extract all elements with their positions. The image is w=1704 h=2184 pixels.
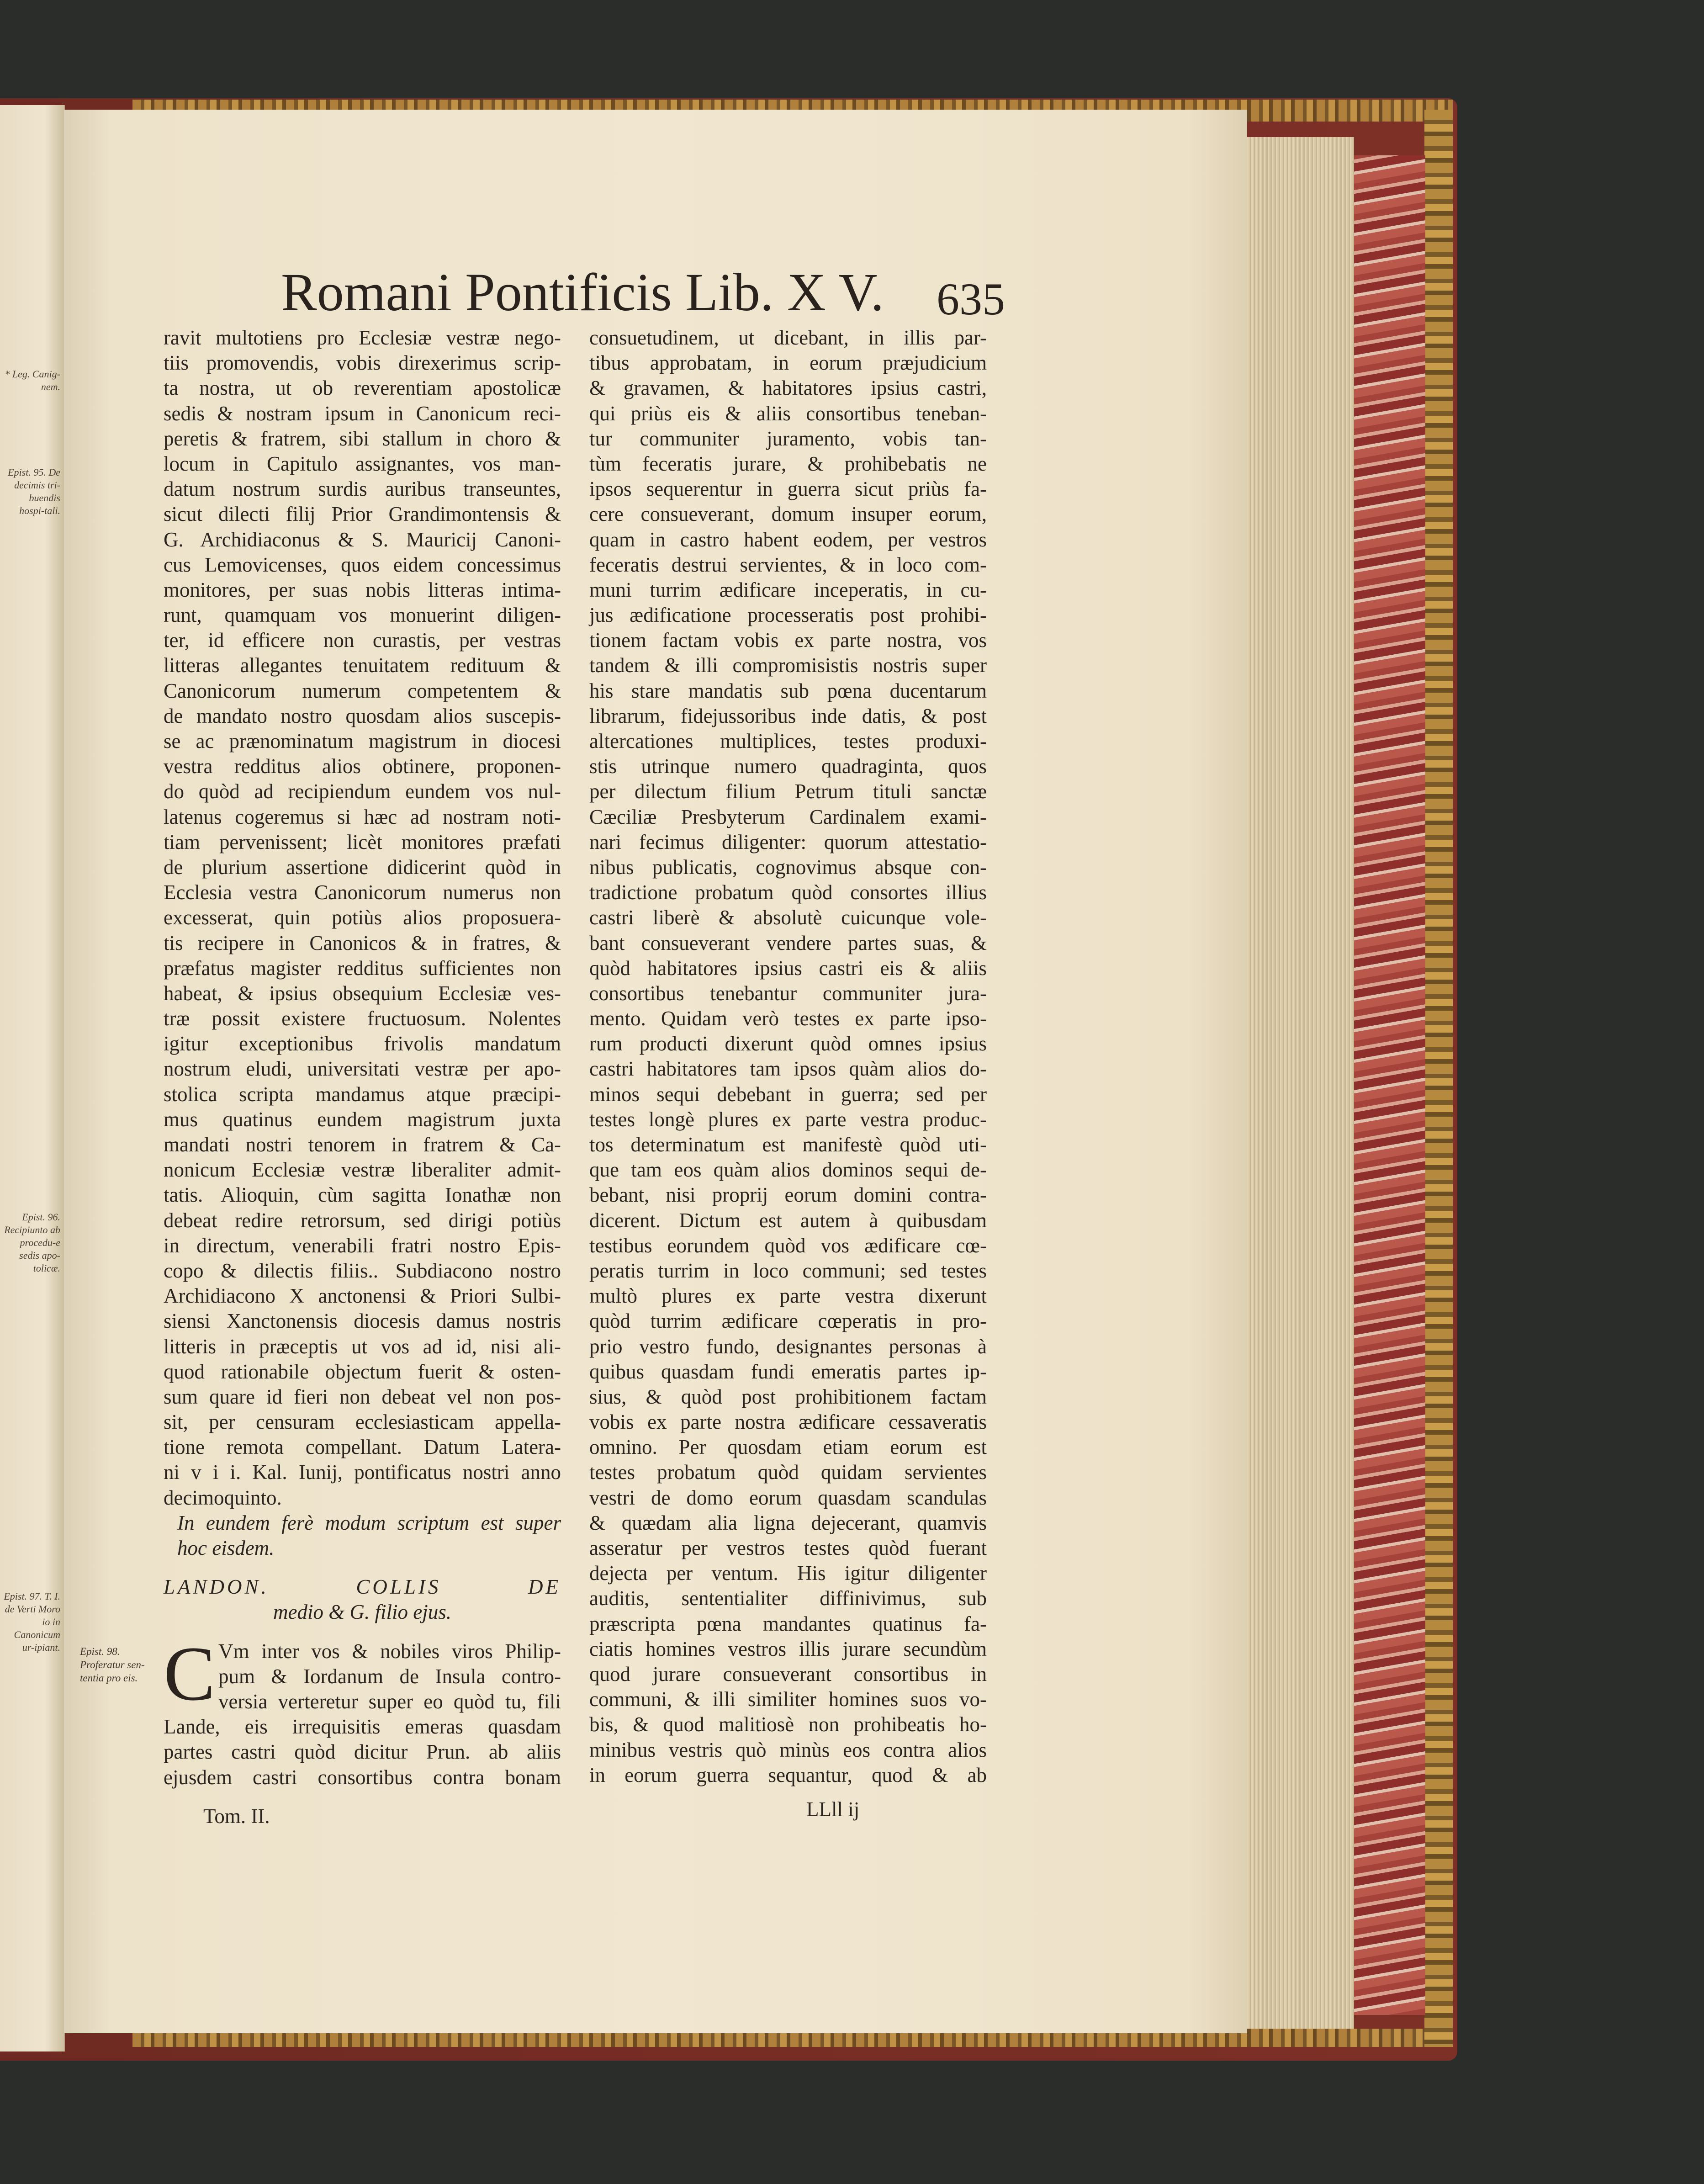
text-line: locum in Capitulo assignantes, vos man- (164, 452, 561, 475)
text-line: castri liberè & absolutè cuicunque vole- (589, 906, 987, 929)
text-line: dejecta per ventum. His igitur diligenter (589, 1562, 987, 1585)
left-page-note: Epist. 95. De decimis tri-buendis hospi-tali. (8, 466, 60, 516)
left-page-note: Epist. 96. Recipiunto ab procedu-e sedis apo-tolicæ. (4, 1211, 60, 1274)
text-line: Ecclesia vestra Canonicorum numerus non (164, 881, 561, 904)
text-line: peratis turrim in loco communi; sed testes (589, 1259, 987, 1282)
text-line: feceratis destrui servientes, & in loco com- (589, 553, 987, 576)
text-line: debeat redire retrorsum, sed dirigi potiùs (164, 1209, 561, 1232)
text-line: testibus eorundem quòd vos ædificare cœ- (589, 1234, 987, 1257)
text-line: vestri de domo eorum quasdam scandulas (589, 1486, 987, 1509)
note-line: In eundem ferè modum scriptum est super (177, 1511, 561, 1534)
text-line: mus quatinus eundem magistrum juxta (164, 1108, 561, 1131)
text-line: omnino. Per quosdam etiam eorum est (589, 1436, 987, 1459)
text-line: copo & dilectis filiis.. Subdiacono nostro (164, 1259, 561, 1282)
text-line: peretis & fratrem, sibi stallum in choro & (164, 427, 561, 450)
text-line: qui priùs eis & aliis consortibus teneban- (589, 402, 987, 425)
text-line: Lande, eis irrequisitis emeras quasdam (164, 1715, 561, 1739)
text-line: nari fecimus diligenter: quorum attestatio- (589, 830, 987, 853)
text-line: runt, quamquam vos monuerint diligen- (164, 604, 561, 627)
text-line: stolica scripta mandamus atque præcipi- (164, 1082, 561, 1106)
text-line: castri habitatores tam ipsos quàm alios do- (589, 1057, 987, 1081)
text-line: consuetudinem, ut dicebant, in illis par- (589, 326, 987, 349)
text-line: in directum, venerabili fratri nostro Epis- (164, 1234, 561, 1257)
text-line: tiis promovendis, vobis direxerimus scrip- (164, 351, 561, 375)
text-line: dicerent. Dictum est autem à quibusdam (589, 1209, 987, 1232)
text-line: sius, & quòd post prohibitionem factam (589, 1385, 987, 1408)
text-line: bebant, nisi proprij eorum domini contra- (589, 1183, 987, 1207)
text-line: quam in castro habent eodem, per vestros (589, 528, 987, 551)
text-line: multò plures ex parte vestra dixerunt (589, 1284, 987, 1308)
text-line: habeat, & ipsius obsequium Ecclesiæ ves- (164, 981, 561, 1005)
text-line: quod rationabile objectum fuerit & osten- (164, 1360, 561, 1383)
text-line: bis, & quod malitiosè non prohibeatis ho- (589, 1713, 987, 1736)
text-line: ni v i i. Kal. Iunij, pontificatus nostri anno (164, 1461, 561, 1484)
text-line: mento. Quidam verò testes ex parte ipso- (589, 1007, 987, 1030)
text-line: ipsos sequerentur in guerra sicut priùs fa- (589, 477, 987, 501)
left-column-body (164, 325, 561, 1511)
text-line: tibus approbatam, in eorum præjudicium (589, 351, 987, 375)
note-line: hoc eisdem. (177, 1537, 275, 1559)
text-line: jus ædificatione processeratis post prohibi- (589, 604, 987, 627)
left-page (0, 105, 65, 2051)
text-line: mandati nostri tenorem in fratrem & Ca- (164, 1133, 561, 1156)
text-line: auditis, sententialiter diffinivimus, sub (589, 1587, 987, 1610)
text-line: altercationes multiplices, testes produxi- (589, 730, 987, 753)
text-line: quòd turrim ædificare cœperatis in pro- (589, 1309, 987, 1333)
text-line: consortibus tenebantur communiter jura- (589, 981, 987, 1005)
drop-cap: C (164, 1630, 216, 1717)
text-line: latenus cogeremus si hæc ad nostram noti- (164, 805, 561, 828)
running-title: Romani Pontificis Lib. X V. (281, 262, 884, 322)
right-column (589, 325, 987, 1788)
text-line: vobis ex parte nostra ædificare cessaveratis (589, 1410, 987, 1434)
footer-volume: Tom. II. (203, 1805, 270, 1828)
text-line: Archidiacono X anctonensi & Priori Sulbi- (164, 1284, 561, 1308)
text-line: versia verteretur super eo quòd tu, fili (218, 1690, 561, 1713)
text-line: tione remota compellant. Datum Latera- (164, 1436, 561, 1459)
text-line: træ possit existere fructuosum. Nolentes (164, 1007, 561, 1030)
text-line: litteris in præceptis ut vos ad id, nisi ali- (164, 1335, 561, 1358)
text-line: & quædam alia ligna dejecerant, quamvis (589, 1511, 987, 1534)
text-line: nibus publicatis, cognovimus absque con- (589, 855, 987, 879)
gilt-border-right (1424, 110, 1453, 2047)
text-line: sum quare id fieri non debeat vel non pos- (164, 1385, 561, 1408)
text-line: tùm feceratis jurare, & prohibebatis ne (589, 452, 987, 475)
text-line: in eorum guerra sequantur, quod & ab (589, 1763, 987, 1786)
text-line: sicut dilecti filij Prior Grandimontensis & (164, 503, 561, 526)
text-line: Cæciliæ Presbyterum Cardinalem exami- (589, 805, 987, 828)
text-line: de mandato nostro quosdam alios suscepis- (164, 704, 561, 727)
text-line: rum producti dixerunt quòd omnes ipsius (589, 1032, 987, 1055)
text-line: cere consueverant, domum insuper eorum, (589, 503, 987, 526)
text-line: igitur exceptionibus frivolis mandatum (164, 1032, 561, 1055)
left-page-note: Epist. 97. T. I. de Verti Moro io in Canonicum ur-ipiant. (4, 1590, 60, 1653)
letter-body (164, 1630, 561, 1790)
text-line: per dilectum filium Petrum tituli sanctæ (589, 780, 987, 803)
text-line: quòd habitatores ipsius castri eis & aliis (589, 956, 987, 980)
text-line: pum & Iordanum de Insula contro- (218, 1665, 561, 1688)
text-line: asseratur per vestros testes quòd fuerant (589, 1537, 987, 1559)
text-line: ta nostra, ut ob reverentiam apostolicæ (164, 376, 561, 400)
text-line: ciatis homines vestros illis jurare secundùm (589, 1637, 987, 1660)
text-line: ravit multotiens pro Ecclesiæ vestræ nego- (164, 326, 561, 349)
text-line: tionem factam vobis ex parte nostra, vos (589, 629, 987, 652)
text-line: datum nostrum surdis auribus transeuntes, (164, 477, 561, 501)
text-line: quod jurare consueverant consortibus in (589, 1662, 987, 1686)
text-line: minos sequi debebant in guerra; sed per (589, 1082, 987, 1106)
margin-note: Epist. 98. Proferatur sen-tentia pro eis. (80, 1646, 145, 1684)
text-line: monitores, per suas nobis litteras intima- (164, 578, 561, 601)
text-line: quibus quasdam fundi emeratis partes ip- (589, 1360, 987, 1383)
page-edges (1243, 137, 1354, 2029)
text-line: ejusdem castri consortibus contra bonam (164, 1765, 561, 1789)
text-line: tandem & illi compromisistis nostris super (589, 654, 987, 677)
text-line: de plurium assertione didicerint quòd in (164, 855, 561, 879)
text-line: siensi Xanctonensis diocesis damus nostris (164, 1309, 561, 1333)
text-line: G. Archidiaconus & S. Mauricij Canoni- (164, 528, 561, 551)
page-number: 635 (937, 274, 1005, 324)
text-line: partes castri quòd dicitur Prun. ab aliis (164, 1740, 561, 1764)
text-line: tos determinatum est manifestè quòd uti- (589, 1133, 987, 1156)
text-line: Vm inter vos & nobiles viros Philip- (218, 1639, 561, 1663)
text-line: testes probatum quòd quidam servientes (589, 1461, 987, 1484)
text-line: muni turrim ædificare inceperatis, in cu- (589, 578, 987, 601)
text-line: his stare mandatis sub pœna ducentarum (589, 679, 987, 702)
text-line: tur communiter juramento, vobis tan- (589, 427, 987, 450)
left-column (164, 325, 561, 1790)
letter-heading: LANDON. COLLIS DE (164, 1575, 561, 1599)
text-line: bant consueverant vendere partes suas, & (589, 931, 987, 954)
text-line: vestra redditus alios obtinere, proponen- (164, 755, 561, 778)
text-line: ter, id efficere non curastis, per vestras (164, 629, 561, 652)
right-column-body (589, 325, 987, 1788)
text-line: & gravamen, & habitatores ipsius castri, (589, 376, 987, 400)
text-line: stis utrinque numero quadraginta, quos (589, 755, 987, 778)
text-line: se ac prænominatum magistrum in diocesi (164, 730, 561, 753)
text-line: tiam pervenissent; licèt monitores præfati (164, 830, 561, 853)
text-line: que tam eos quàm alios dominos sequi de- (589, 1158, 987, 1182)
text-line: prio vestro fundo, designantes personas à (589, 1335, 987, 1358)
text-line: minibus vestris quò minùs eos contra alios (589, 1738, 987, 1761)
text-line: testes longè plures ex parte vestra produc- (589, 1108, 987, 1131)
text-line: præfatus magister redditus sufficientes non (164, 956, 561, 980)
text-line: librarum, fidejussoribus inde datis, & post (589, 704, 987, 727)
text-line: tradictione probatum quòd consortes illius (589, 881, 987, 904)
text-line: litteras allegantes tenuitatem redituum & (164, 654, 561, 677)
text-line: præscripta pœna mandantes quatinus fa- (589, 1612, 987, 1635)
text-line: do quòd ad recipiendum eundem vos nul- (164, 780, 561, 803)
text-line: nonicum Ecclesiæ vestræ liberaliter admit- (164, 1158, 561, 1182)
text-line: sedis & nostram ipsum in Canonicum reci- (164, 402, 561, 425)
text-line: Canonicorum numerum competentem & (164, 679, 561, 702)
text-line: nostrum eludi, universitati vestræ per apo- (164, 1057, 561, 1081)
footer-signature: LLll ij (806, 1798, 860, 1821)
left-page-note: * Leg. Canig-nem. (5, 368, 60, 392)
text-line: excesserat, quin potiùs alios proposuera- (164, 906, 561, 929)
text-line: communi, & illi similiter homines suos vo- (589, 1688, 987, 1711)
text-line: decimoquinto. (164, 1486, 282, 1509)
text-line: tatis. Alioquin, cùm sagitta Ionathæ non (164, 1183, 561, 1207)
letter-heading-sub: medio & G. filio ejus. (273, 1601, 451, 1624)
letter-opening (164, 1630, 561, 1790)
text-line: cus Lemovicenses, quos eidem concessimus (164, 553, 561, 576)
text-line: sit, per censuram ecclesiasticam appella- (164, 1410, 561, 1434)
text-line: tis recipere in Canonicos & in fratres, & (164, 931, 561, 954)
